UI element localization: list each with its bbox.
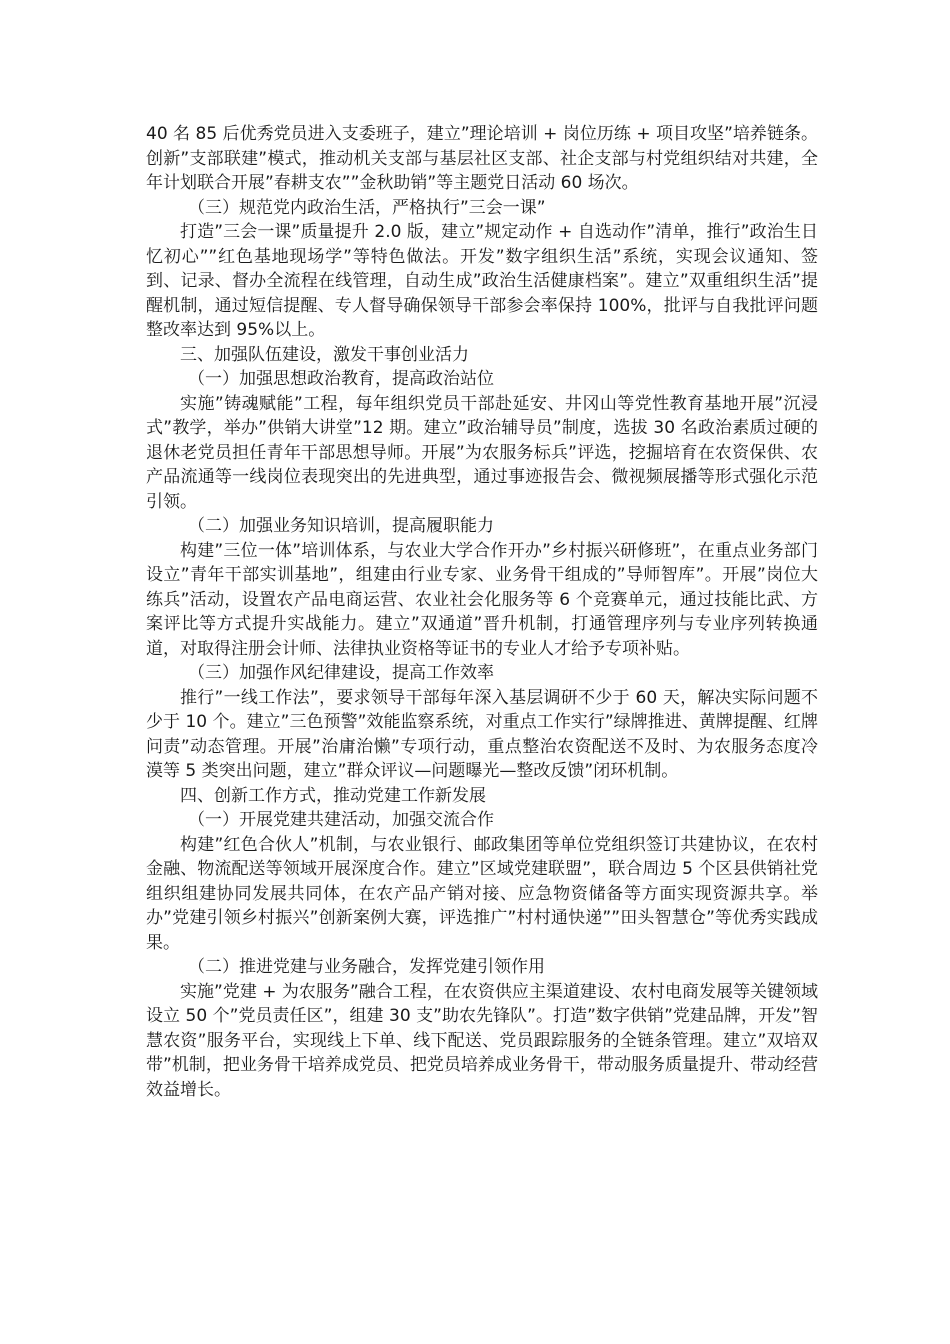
paragraph: 推行”一线工作法”，要求领导干部每年深入基层调研不少于 60 天，解决实际问题不少于 10 个。建立”三色预警”效能监察系统，对重点工作实行”绿牌推进、黄牌提醒、红牌问责”动态管理。开展”治庸治懒”专项行动，重点整治农资配送不及时、为农服务态度冷漠等 5 类突出问题，建立”群众评议—问题曝光—整改反馈”闭环机制。: [146, 687, 818, 781]
section-heading-3: 三、加强队伍建设，激发干事创业活力: [180, 344, 469, 365]
paragraph: 实施”党建 + 为农服务”融合工程，在农资供应主渠道建设、农村电商发展等关键领域设立 50 个”党员责任区”，组建 30 支”助农先锋队”。打造”数字供销”党建品牌，开发”智慧农资”服务平台，实现线上下单、线下配送、党员跟踪服务的全链条管理。建立”双培双带”机制，把业务骨干培养成党员、把党员培养成业务骨干，带动服务质量提升、带动经营效益增长。: [146, 981, 818, 1100]
paragraph: 打造”三会一课”质量提升 2.0 版，建立”规定动作 + 自选动作”清单，推行”政治生日忆初心””红色基地现场学”等特色做法。开发”数字组织生活”系统，实现会议通知、签到、记录、督办全流程在线管理，自动生成”政治生活健康档案”。建立”双重组织生活”提醒机制，通过短信提醒、专人督导确保领导干部参会率保持 100%，批评与自我批评问题整改率达到 95%以上。: [146, 222, 818, 340]
section-heading-4: 四、创新工作方式，推动党建工作新发展: [180, 785, 486, 806]
subheading-3-2: （二）加强业务知识培训，提高履职能力: [188, 516, 494, 536]
document-body: [146, 122, 818, 1102]
subheading-4-2: （二）推进党建与业务融合，发挥党建引领作用: [188, 957, 545, 977]
subheading-3-3b: （三）加强作风纪律建设，提高工作效率: [188, 663, 494, 683]
paragraph-continued: 40 名 85 后优秀党员进入支委班子，建立”理论培训 + 岗位历练 + 项目攻坚”培养链条。创新”支部联建”模式，推动机关支部与基层社区支部、社企支部与村党组织结对共建，全年计划联合开展”春耕支农””金秋助销”等主题党日活动 60 场次。: [146, 124, 818, 193]
paragraph: 构建”红色合伙人”机制，与农业银行、邮政集团等单位党组织签订共建协议，在农村金融、物流配送等领域开展深度合作。建立”区域党建联盟”，联合周边 5 个区县供销社党组织组建协同发展共同体，在农产品产销对接、应急物资储备等方面实现资源共享。举办”党建引领乡村振兴”创新案例大赛，评选推广”村村通快递””田头智慧仓”等优秀实践成果。: [146, 834, 818, 953]
paragraph: 实施”铸魂赋能”工程，每年组织党员干部赴延安、井冈山等党性教育基地开展”沉浸式”教学，举办”供销大讲堂”12 期。建立”政治辅导员”制度，选拔 30 名政治素质过硬的退休老党员担任青年干部思想导师。开展”为农服务标兵”评选，挖掘培育在农资保供、农产品流通等一线岗位表现突出的先进典型，通过事迹报告会、微视频展播等形式强化示范引领。: [146, 393, 818, 512]
paragraph: 构建”三位一体”培训体系，与农业大学合作开办”乡村振兴研修班”，在重点业务部门设立”青年干部实训基地”，组建由行业专家、业务骨干组成的”导师智库”。开展”岗位大练兵”活动，设置农产品电商运营、农业社会化服务等 6 个竞赛单元，通过技能比武、方案评比等方式提升实战能力。建立”双通道”晋升机制，打通管理序列与专业序列转换通道，对取得注册会计师、法律执业资格等证书的专业人才给予专项补贴。: [146, 540, 818, 659]
subheading-3-3: （三）规范党内政治生活，严格执行”三会一课”: [188, 197, 546, 218]
subheading-4-1: （一）开展党建共建活动，加强交流合作: [188, 810, 494, 830]
subheading-3-1: （一）加强思想政治教育，提高政治站位: [188, 369, 494, 389]
